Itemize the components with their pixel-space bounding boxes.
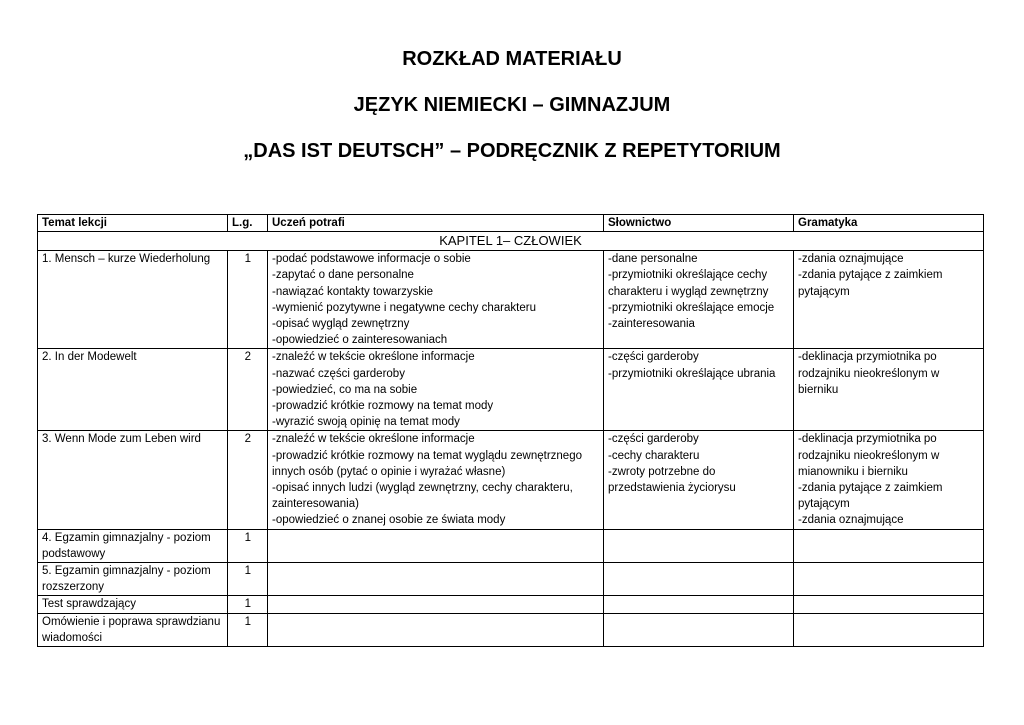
cell-grammar [794, 563, 984, 596]
document-subtitle-language: JĘZYK NIEMIECKI – GIMNAZJUM [353, 94, 671, 116]
table-header-row [38, 215, 984, 232]
cell-hours: 1 [228, 563, 268, 596]
header-vocabulary: Słownictwo [604, 215, 794, 232]
cell-skills-line: -prowadzić krótkie rozmowy na temat mody [272, 400, 494, 413]
cell-vocabulary [604, 529, 794, 562]
cell-skills-line: -zapytać o dane personalne [272, 269, 414, 282]
cell-skills [268, 529, 604, 562]
document-subtitle-textbook: „DAS IST DEUTSCH” – PODRĘCZNIK Z REPETYTORIUM [243, 140, 781, 162]
cell-hours: 1 [228, 251, 268, 349]
lesson-plan-table [37, 214, 984, 647]
cell-vocabulary [604, 349, 794, 431]
cell-topic: 5. Egzamin gimnazjalny - poziom rozszerzony [38, 563, 228, 596]
cell-grammar-line: -deklinacja przymiotnika po rodzajniku nieokreślonym w mianowniku i bierniku [798, 433, 940, 478]
cell-skills-line: -wyrazić swoją opinię na temat mody [272, 416, 460, 429]
cell-vocabulary-line: -przymiotniki określające ubrania [608, 367, 776, 380]
cell-grammar-line: -zdania pytające z zaimkiem pytającym [798, 482, 943, 511]
cell-topic: 1. Mensch – kurze Wiederholung [38, 251, 228, 349]
cell-skills-line: -znaleźć w tekście określone informacje [272, 351, 475, 364]
table-body [38, 232, 984, 647]
cell-skills [268, 349, 604, 431]
cell-skills [268, 613, 604, 646]
cell-hours: 1 [228, 596, 268, 613]
cell-skills [268, 596, 604, 613]
cell-vocabulary-line: -dane personalne [608, 253, 698, 266]
cell-grammar-line: -deklinacja przymiotnika po rodzajniku nieokreślonym w bierniku [798, 351, 940, 396]
cell-skills-line: -prowadzić krótkie rozmowy na temat wyglądu zewnętrznego innych osób (pytać o opinie i wyrażać własne) [272, 449, 582, 478]
cell-hours: 2 [228, 431, 268, 529]
cell-vocabulary-line: -cechy charakteru [608, 449, 700, 462]
cell-skills [268, 251, 604, 349]
cell-grammar-line: -zdania oznajmujące [798, 253, 904, 266]
table-row [38, 563, 984, 596]
table-row [38, 529, 984, 562]
cell-skills-line: -opisać innych ludzi (wygląd zewnętrzny, cechy charakteru, zainteresowania) [272, 482, 573, 511]
cell-vocabulary-line: -części garderoby [608, 351, 699, 364]
header-skills: Uczeń potrafi [268, 215, 604, 232]
cell-grammar [794, 251, 984, 349]
header-topic: Temat lekcji [38, 215, 228, 232]
cell-hours: 2 [228, 349, 268, 431]
cell-topic: Omówienie i poprawa sprawdzianu wiadomości [38, 613, 228, 646]
cell-grammar [794, 596, 984, 613]
chapter-row [38, 232, 984, 251]
cell-vocabulary-line: -części garderoby [608, 433, 699, 446]
cell-skills [268, 431, 604, 529]
cell-vocabulary-line: -zainteresowania [608, 318, 695, 331]
cell-skills-line: -nazwać części garderoby [272, 367, 405, 380]
cell-vocabulary [604, 431, 794, 529]
cell-vocabulary [604, 613, 794, 646]
cell-topic: Test sprawdzający [38, 596, 228, 613]
cell-grammar [794, 349, 984, 431]
header-grammar: Gramatyka [794, 215, 984, 232]
cell-skills-line: -wymienić pozytywne i negatywne cechy charakteru [272, 301, 536, 314]
cell-grammar [794, 613, 984, 646]
cell-skills-line: -powiedzieć, co ma na sobie [272, 383, 418, 396]
cell-grammar-line: -zdania pytające z zaimkiem pytającym [798, 269, 943, 298]
cell-skills-line: -opisać wygląd zewnętrzny [272, 318, 410, 331]
cell-skills-line: -znaleźć w tekście określone informacje [272, 433, 475, 446]
cell-vocabulary [604, 251, 794, 349]
table-row [38, 349, 984, 431]
cell-vocabulary [604, 563, 794, 596]
cell-skills-line: -podać podstawowe informacje o sobie [272, 253, 471, 266]
chapter-title: KAPITEL 1– CZŁOWIEK [38, 232, 984, 251]
cell-grammar-line: -zdania oznajmujące [798, 514, 904, 527]
document-header [0, 44, 1024, 166]
cell-skills-line: -nawiązać kontakty towarzyskie [272, 285, 434, 298]
table-row [38, 431, 984, 529]
cell-vocabulary [604, 596, 794, 613]
cell-hours: 1 [228, 613, 268, 646]
cell-topic: 2. In der Modewelt [38, 349, 228, 431]
cell-vocabulary-line: -przymiotniki określające cechy charakteru i wygląd zewnętrzny [608, 269, 769, 298]
header-hours: L.g. [228, 215, 268, 232]
document-title: ROZKŁAD MATERIAŁU [402, 48, 622, 70]
cell-topic: 4. Egzamin gimnazjalny - poziom podstawowy [38, 529, 228, 562]
cell-vocabulary-line: -przymiotniki określające emocje [608, 301, 775, 314]
cell-skills-line: -opowiedzieć o zainteresowaniach [272, 334, 448, 347]
table-row [38, 613, 984, 646]
table-row [38, 596, 984, 613]
cell-vocabulary-line: -zwroty potrzebne do przedstawienia życiorysu [608, 465, 736, 495]
cell-topic: 3. Wenn Mode zum Leben wird [38, 431, 228, 529]
cell-grammar [794, 431, 984, 529]
table-row [38, 251, 984, 349]
cell-hours: 1 [228, 529, 268, 562]
cell-grammar [794, 529, 984, 562]
cell-skills-line: -opowiedzieć o znanej osobie ze świata mody [272, 514, 506, 527]
cell-skills [268, 563, 604, 596]
